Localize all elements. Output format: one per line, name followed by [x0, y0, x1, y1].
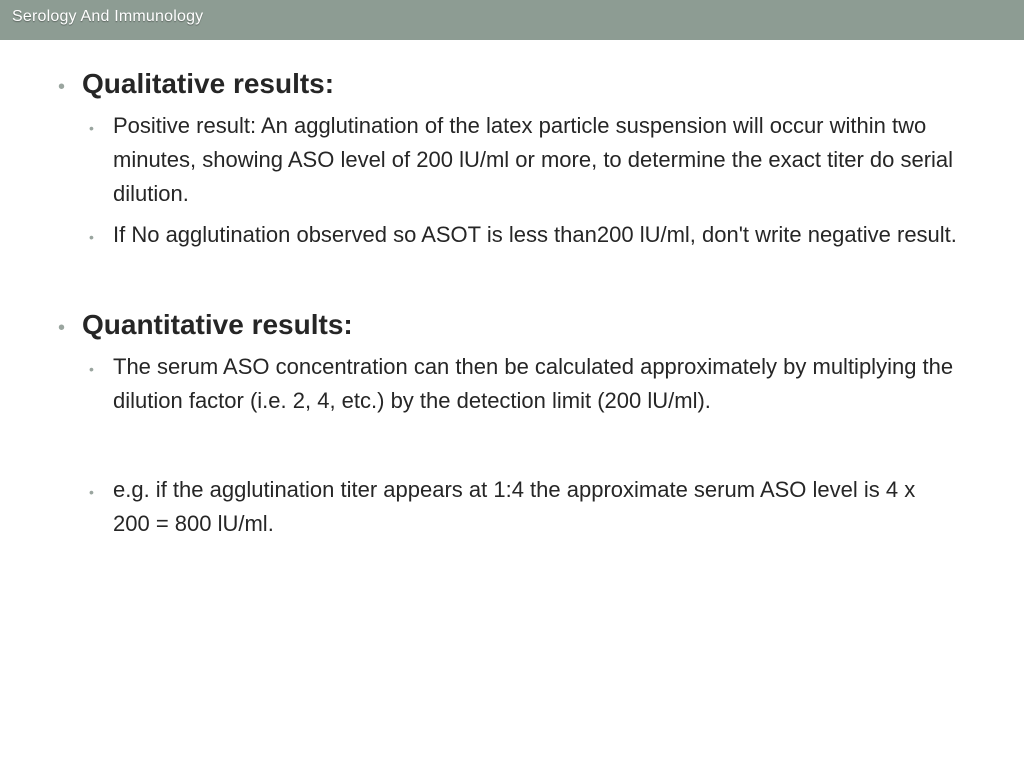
heading-text: Qualitative results:: [82, 68, 335, 99]
section-heading-quantitative: [58, 309, 958, 341]
bullet-icon: •: [89, 229, 94, 245]
bullet-icon: •: [58, 317, 66, 339]
list-item-text: The serum ASO concentration can then be calculated approximately by multiplying the dilution factor (i.e. 2, 4, etc.) by the detection limit (200 lU/ml).: [113, 354, 954, 413]
heading-text: Quantitative results:: [82, 309, 353, 340]
bullet-icon: •: [58, 76, 66, 98]
list-item-text: e.g. if the agglutination titer appears at 1:4 the approximate serum ASO level is 4 x 200 = 800 lU/ml.: [113, 477, 916, 536]
bullet-icon: •: [89, 120, 94, 136]
bullet-icon: •: [89, 361, 94, 377]
bullet-icon: •: [89, 484, 94, 500]
header-bar: [0, 0, 1024, 40]
list-item: [89, 350, 958, 418]
section-heading-qualitative: [58, 68, 958, 100]
header-title: Serology And Immunology: [12, 8, 204, 25]
list-item: [89, 473, 958, 541]
slide-content: [58, 68, 958, 541]
list-item: [89, 109, 958, 211]
list-item-text: Positive result: An agglutination of the latex particle suspension will occur within two minutes, showing ASO level of 200 lU/ml or more, to determine the exact titer do serial dilution.: [113, 113, 954, 206]
list-item: [89, 218, 958, 254]
list-item-text: If No agglutination observed so ASOT is less than200 lU/ml, don't write negative result.: [113, 222, 957, 247]
